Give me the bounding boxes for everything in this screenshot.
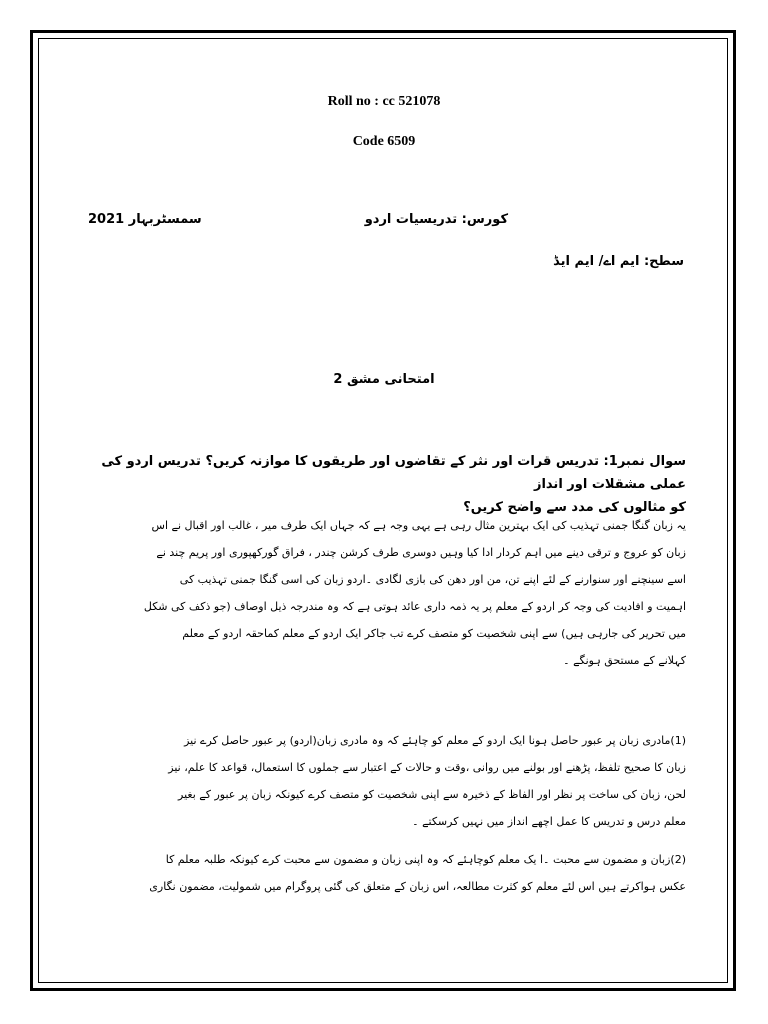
paragraph-line: اہمیت و افادیت کی وجہ کر اردو کے معلم پر یہ ذمہ داری عائد ہوتی ہے کہ وہ مندرجہ ذیل اوصاف (جو ذکف کی شکل	[143, 600, 686, 613]
code: Code 6509	[352, 134, 416, 149]
question-line: سوال نمبر1: تدریس قرات اور نثر کے تقاضوں اور طریقوں کا موازنہ کریں؟ تدریس اردو کی عملی مشقلات اور انداز	[101, 454, 686, 492]
paragraph-line: زبان کا صحیح تلفظ، پڑھنے اور بولنے میں روانی ،وقت و حالات کے اعتبار سے جملوں کا استعمال، قواعد کا علم، نیز	[168, 761, 686, 774]
paragraph-line: لحن، زبان کی ساخت پر نظر اور الفاظ کے ذخیرہ سے اپنی شخصیت کو متصف کرے کیونکہ زبان پر عبور کے بغیر	[178, 788, 686, 801]
exam-title: امتحانی مشق 2	[333, 372, 435, 387]
paragraph-point-1	[84, 727, 686, 835]
paragraph-line: معلم درس و تدریس کا عمل اچھے انداز میں نہیں کرسکتے ۔	[412, 815, 686, 828]
paragraph-line: عکس ہواکرتے ہیں اس لئے معلم کو کثرت مطالعہ، اس زبان کے متعلق کی گئی پروگرام میں شمولیت، مضمون نگاری	[149, 880, 686, 893]
question-text	[78, 450, 686, 519]
semester: سمسٹربہار 2021	[88, 212, 202, 227]
paragraph-line: (1)مادری زبان پر عبور حاصل ہونا ایک اردو کے معلم کو چاہئے کہ وہ مادری زبان(اردو) پر عبور حاصل کرے نیز	[184, 734, 686, 747]
paragraph-line: زبان کو عروج و ترقی دینے میں اہم کردار ادا کیا وہیں دوسری طرف کرشن چندر ، فراق گورکھپوری اور پریم چند نے	[156, 546, 686, 559]
paragraph-line: (2)زبان و مضمون سے محبت ۔ا یک معلم کوچاہئے کہ وہ اپنی زبان و مضمون سے محبت کرے کیونکہ طلبہ معلم کا	[165, 853, 686, 866]
paragraph-point-2	[84, 846, 686, 900]
level: سطح: ایم اے/ ایم ایڈ	[553, 254, 684, 269]
question-line: کو مثالوں کی مدد سے واضح کریں؟	[463, 500, 686, 515]
paragraph-line: اسے سینچنے اور سنوارنے کے لئے اپنے تن، من اور دھن کی بازی لگادی ۔اردو زبان کی اسی گنگا جمنی تہذیب کی	[179, 573, 686, 586]
roll-number: Roll no : cc 521078	[327, 94, 441, 109]
course-title: کورس: تدریسیات اردو	[364, 212, 508, 227]
paragraph-line: کہلانے کے مستحق ہونگے ۔	[563, 654, 686, 667]
paragraph-line: یہ زبان گنگا جمنی تہذیب کی ایک بہترین مثال رہی ہے یہی وجہ ہے کہ جہاں ایک طرف میر ، غالب اور اقبال نے اس	[151, 519, 686, 532]
paragraph-intro	[84, 512, 686, 674]
paragraph-line: میں تحریر کی جارہی ہیں) سے اپنی شخصیت کو متصف کرے تب جاکر ایک اردو کے معلم کماحقہ اردو کے معلم	[182, 627, 686, 640]
